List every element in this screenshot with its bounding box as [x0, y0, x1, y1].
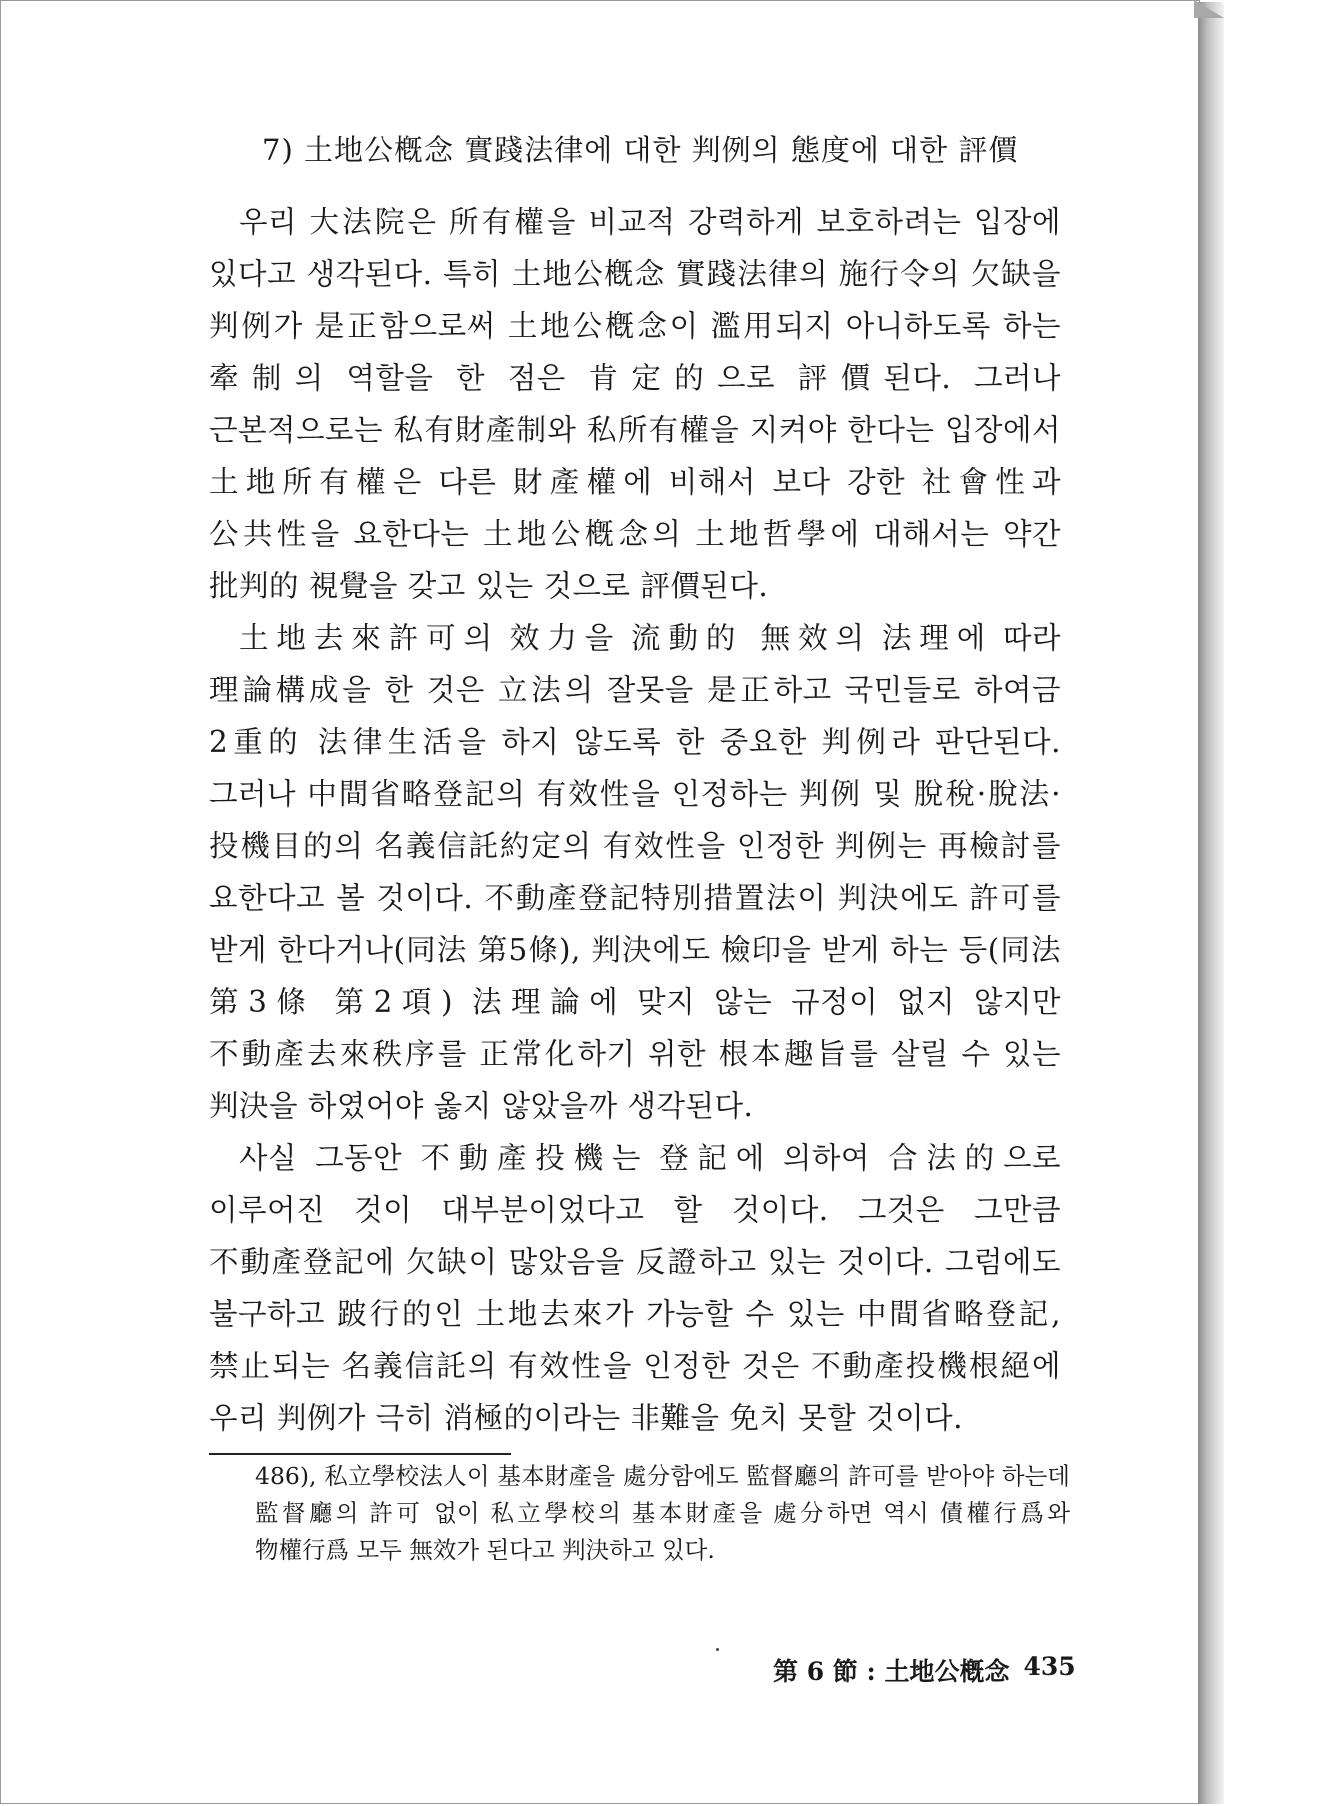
page-number: 435	[1023, 1652, 1076, 1681]
footnote-divider	[209, 1453, 511, 1455]
page-edge-corner	[1194, 0, 1224, 18]
paragraph-3: 사실 그동안 不動產投機는 登記에 의하여 合法的으로 이루어진 것이 대부분이었다고 할 것이다. 그것은 그만큼 不動產登記에 欠缺이 많았음을 反證하고 있는 것이다. 그럼에도 불구하고 跛行的인 土地去來가 가능할 수 있는 中間省略登記, 禁止되는 名義信託의 有效性을 인정한 것은 不動產投機根絕에 우리 判例가 극히 消極的이라는 非難을 免치 못할 것이다.	[209, 1141, 1061, 1435]
section-heading: 7) 土地公槪念 實踐法律에 대한 判例의 態度에 대한 評價	[262, 133, 1019, 167]
running-footer-section: 第 6 節 : 土地公槪念	[773, 1657, 1010, 1686]
body-text	[209, 196, 1061, 1444]
paragraph-2: 土地去來許可의 效力을 流動的 無效의 法理에 따라 理論構成을 한 것은 立法의 잘못을 是正하고 국민들로 하여금 2重的 法律生活을 하지 않도록 한 중요한 判例라 판단된다. 그러나 中間省略登記의 有效性을 인정하는 判例 및 脫稅·脫法·投機目的의 名義信託約定의 有效性을 인정한 判例는 再檢討를 요한다고 볼 것이다. 不動產登記特別措置法이 判決에도 許可를 받게 한다거나(同法 第5條), 判決에도 檢印을 받게 하는 등(同法 第3條 第2項) 法理論에 맞지 않는 규정이 없지 않지만 不動產去來秩序를 正常化하기 위한 根本趣旨를 살릴 수 있는 判決을 하였어야 옳지 않았을까 생각된다.	[209, 621, 1061, 1123]
page-edge	[1198, 2, 1224, 1804]
paragraph-1: 우리 大法院은 所有權을 비교적 강력하게 보호하려는 입장에 있다고 생각된다. 특히 土地公槪念 實踐法律의 施行令의 欠缺을 判例가 是正함으로써 土地公槪念이 濫用되지 아니하도록 하는 牽制의 역할을 한 점은 肯定的으로 評價된다. 그러나 근본적으로는 私有財產制와 私所有權을 지켜야 한다는 입장에서 土地所有權은 다른 財產權에 비해서 보다 강한 社會性과 公共性을 요한다는 土地公槪念의 土地哲學에 대해서는 약간 批判的 視覺을 갖고 있는 것으로 評價된다.	[209, 205, 1061, 603]
page-footer	[773, 1652, 1076, 1688]
footnote: 486), 私立學校法人이 基本財產을 處分함에도 監督廳의 許可를 받아야 하는데 監督廳의 許可 없이 私立學校의 基本財產을 處分하면 역시 債權行爲와 物權行爲 모두 無效가 된다고 判決하고 있다.	[255, 1462, 1070, 1564]
scan-speck	[716, 1648, 719, 1651]
